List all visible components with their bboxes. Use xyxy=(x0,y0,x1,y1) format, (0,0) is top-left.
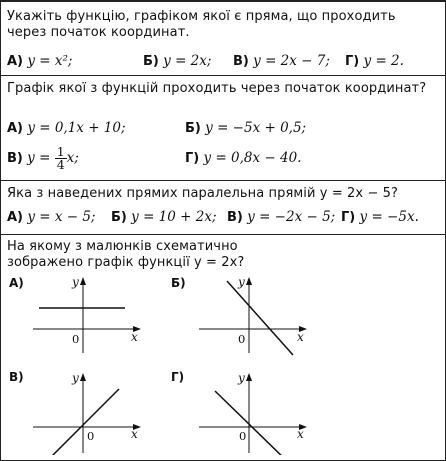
graph-c-letter: В) xyxy=(9,370,24,384)
q2-option-b[interactable] xyxy=(185,120,306,136)
q3-option-b-letter: Б) xyxy=(111,210,127,225)
q3-option-a-letter: А) xyxy=(7,210,24,225)
question-1 xyxy=(1,1,446,76)
graph-d-letter: Г) xyxy=(171,370,185,384)
question-2 xyxy=(1,76,446,181)
question-1-options xyxy=(7,53,446,71)
graph-b-function-line xyxy=(227,281,293,355)
question-4 xyxy=(1,235,446,461)
question-4-text xyxy=(1,235,446,271)
q2-option-a-letter: А) xyxy=(7,121,24,136)
q1-option-d[interactable] xyxy=(345,53,404,69)
q2-option-c-suffix: x; xyxy=(66,150,79,166)
q3-option-a[interactable] xyxy=(7,209,95,225)
q1-option-b-letter: Б) xyxy=(143,54,159,69)
graph-d-function-line xyxy=(215,391,289,455)
graph-c-x-label: x xyxy=(131,427,138,441)
fraction-numerator: 1 xyxy=(56,144,65,159)
q1-option-d-formula: y = 2. xyxy=(363,53,404,69)
graph-a-origin-label: 0 xyxy=(72,332,80,346)
graph-b-y-label: y xyxy=(238,275,245,289)
graph-a-y-arrow xyxy=(80,277,86,285)
q3-option-b[interactable] xyxy=(111,209,217,225)
q3-option-b-formula: y = 10 + 2x; xyxy=(131,209,217,225)
q2-option-c-prefix: y = xyxy=(27,150,55,166)
q3-option-c-letter: В) xyxy=(227,210,243,225)
graph-c-y-label: y xyxy=(72,371,79,385)
graph-d-y-label: y xyxy=(238,371,245,385)
q2-option-c[interactable] xyxy=(7,146,79,171)
question-4-text-line-1: На якому з малюнків схематично xyxy=(7,239,238,254)
graph-b-y-arrow xyxy=(246,277,252,285)
graph-b-origin-label: 0 xyxy=(238,332,246,346)
cut-top-edge xyxy=(1,0,446,2)
q2-option-a-formula: y = 0,1x + 10; xyxy=(27,120,126,136)
q1-option-c-letter: В) xyxy=(233,54,249,69)
graph-c-y-arrow xyxy=(80,373,86,381)
q2-option-d-formula: y = 0,8x − 40. xyxy=(203,150,302,166)
question-3-options xyxy=(7,209,446,229)
q1-option-b-formula: y = 2x; xyxy=(163,53,212,69)
q1-option-a[interactable] xyxy=(7,53,72,69)
question-1-text: Укажіть функцію, графіком якої є пряма, що проходить через початок координат. xyxy=(7,9,396,40)
graph-a[interactable] xyxy=(31,275,151,357)
q2-option-a[interactable] xyxy=(7,120,126,136)
graph-c-function-line xyxy=(45,389,119,455)
q2-option-d-letter: Г) xyxy=(185,151,200,166)
q3-option-d[interactable] xyxy=(341,209,419,225)
q3-option-a-formula: y = x − 5; xyxy=(27,209,96,225)
q2-option-c-fraction xyxy=(55,146,67,171)
q3-option-c[interactable] xyxy=(227,209,335,225)
q3-option-d-formula: y = −5x. xyxy=(359,209,419,225)
q1-option-a-formula: y = x²; xyxy=(27,53,73,69)
graph-d[interactable] xyxy=(197,371,317,455)
graph-d-y-arrow xyxy=(246,373,252,381)
question-3 xyxy=(1,181,446,235)
q2-option-b-formula: y = −5x + 0,5; xyxy=(205,120,307,136)
graph-a-y-label: y xyxy=(72,275,79,289)
graph-a-letter: А) xyxy=(9,276,24,290)
q1-option-b[interactable] xyxy=(143,53,211,69)
graph-c-origin-label: 0 xyxy=(87,429,95,443)
graph-d-origin-label: 0 xyxy=(239,429,247,443)
q2-option-c-letter: В) xyxy=(7,151,23,166)
q2-option-d[interactable] xyxy=(185,150,302,166)
q1-option-c[interactable] xyxy=(233,53,330,69)
q3-option-d-letter: Г) xyxy=(341,210,356,225)
graph-b[interactable] xyxy=(197,275,317,357)
q2-option-b-letter: Б) xyxy=(185,121,201,136)
q1-option-c-formula: y = 2x − 7; xyxy=(253,53,330,69)
question-2-text: Графік якої з функцій проходить через початок координат? xyxy=(7,81,427,96)
graph-d-x-label: x xyxy=(297,427,304,441)
q1-option-d-letter: Г) xyxy=(345,54,360,69)
question-3-text: Яка з наведених прямих паралельна прямій y = 2x − 5? xyxy=(7,186,399,201)
graph-b-letter: Б) xyxy=(171,276,186,290)
q3-option-c-formula: y = −2x − 5; xyxy=(247,209,336,225)
question-2-options xyxy=(7,120,446,180)
question-4-text-line-2: зображено графік функції y = 2x? xyxy=(7,255,245,270)
q1-option-a-letter: А) xyxy=(7,54,24,69)
fraction-denominator: 4 xyxy=(56,157,65,172)
graph-b-x-label: x xyxy=(297,330,304,344)
graph-a-x-label: x xyxy=(131,330,138,344)
